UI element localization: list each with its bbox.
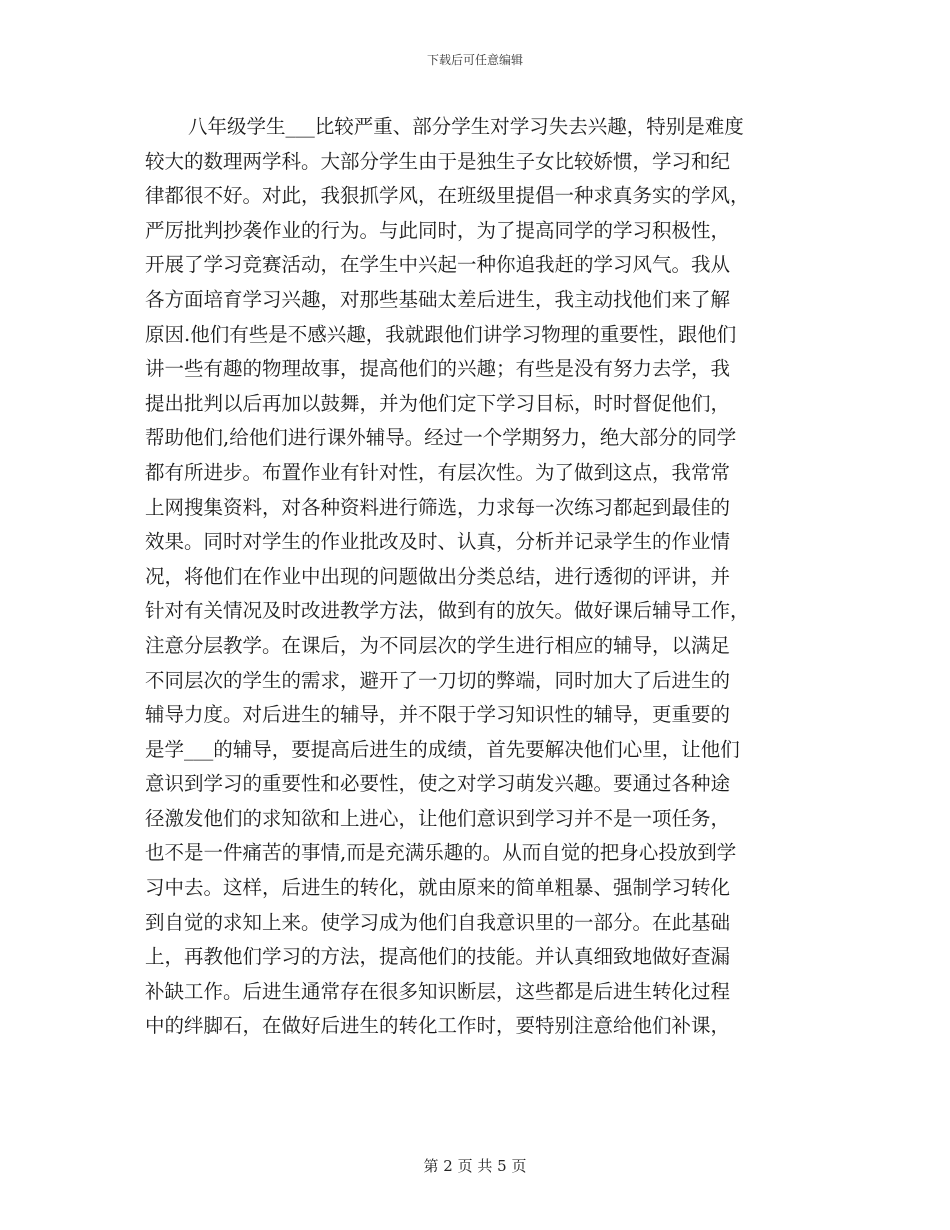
page-number-footer: 第 2 页 共 5 页 xyxy=(423,1157,527,1175)
text-line: 到自觉的求知上来。使学习成为他们自我意识里的一部分。在此基础 xyxy=(145,910,731,934)
text-line: 也不是一件痛苦的事情,而是充满乐趣的。从而自觉的把身心投放到学 xyxy=(145,841,737,865)
text-line: 是学___的辅导，要提高后进生的成绩，首先要解决他们心里，让他们 xyxy=(145,737,740,761)
body-paragraph xyxy=(145,110,807,1044)
text-line: 较大的数理两学科。大部分学生由于是独生子女比较娇惯，学习和纪 xyxy=(145,149,731,173)
text-line: 意识到学习的重要性和必要性，使之对学习萌发兴趣。要通过各种途 xyxy=(145,772,731,796)
text-line: 八年级学生___比较严重、部分学生对学习失去兴趣，特别是难度 xyxy=(188,115,744,138)
text-line: 开展了学习竞赛活动，在学生中兴起一种你追我赶的学习风气。我从 xyxy=(145,253,731,277)
text-line: 针对有关情况及时改进教学方法，做到有的放矢。做好课后辅导工作， xyxy=(145,599,750,623)
text-line: 各方面培育学习兴趣，对那些基础太差后进生，我主动找他们来了解 xyxy=(145,287,731,311)
text-line: 不同层次的学生的需求，避开了一刀切的弊端，同时加大了后进生的 xyxy=(145,668,731,692)
page-header: 下载后可任意编辑 xyxy=(426,53,523,67)
text-line: 径激发他们的求知欲和上进心，让他们意识到学习并不是一项任务， xyxy=(145,806,731,830)
text-line: 况，将他们在作业中出现的问题做出分类总结，进行透彻的评讲，并 xyxy=(145,564,731,588)
text-line: 严厉批判抄袭作业的行为。与此同时，为了提高同学的学习积极性， xyxy=(145,218,731,242)
text-line: 讲一些有趣的物理故事，提高他们的兴趣；有些是没有努力去学，我 xyxy=(145,357,731,381)
text-line: 提出批判以后再加以鼓舞，并为他们定下学习目标，时时督促他们， xyxy=(145,391,731,415)
text-line: 补缺工作。后进生通常存在很多知识断层，这些都是后进生转化过程 xyxy=(145,979,731,1003)
text-line: 帮助他们,给他们进行课外辅导。经过一个学期努力，绝大部分的同学 xyxy=(145,426,737,450)
text-line: 都有所进步。布置作业有针对性，有层次性。为了做到这点，我常常 xyxy=(145,460,731,484)
text-line: 中的绊脚石，在做好后进生的转化工作时，要特别注意给他们补课， xyxy=(145,1014,731,1038)
text-line: 辅导力度。对后进生的辅导，并不限于学习知识性的辅导，更重要的 xyxy=(145,703,731,727)
text-line: 注意分层教学。在课后，为不同层次的学生进行相应的辅导，以满足 xyxy=(145,633,731,657)
text-line: 习中去。这样，后进生的转化，就由原来的简单粗暴、强制学习转化 xyxy=(145,876,731,900)
text-line: 上网搜集资料，对各种资料进行筛选，力求每一次练习都起到最佳的 xyxy=(145,495,731,519)
text-line: 原因.他们有些是不感兴趣，我就跟他们讲学习物理的重要性，跟他们 xyxy=(145,322,737,346)
text-line: 上，再教他们学习的方法，提高他们的技能。并认真细致地做好查漏 xyxy=(145,945,731,969)
text-line: 效果。同时对学生的作业批改及时、认真，分析并记录学生的作业情 xyxy=(145,530,731,554)
text-line: 律都很不好。对此，我狠抓学风，在班级里提倡一种求真务实的学风， xyxy=(145,184,750,208)
